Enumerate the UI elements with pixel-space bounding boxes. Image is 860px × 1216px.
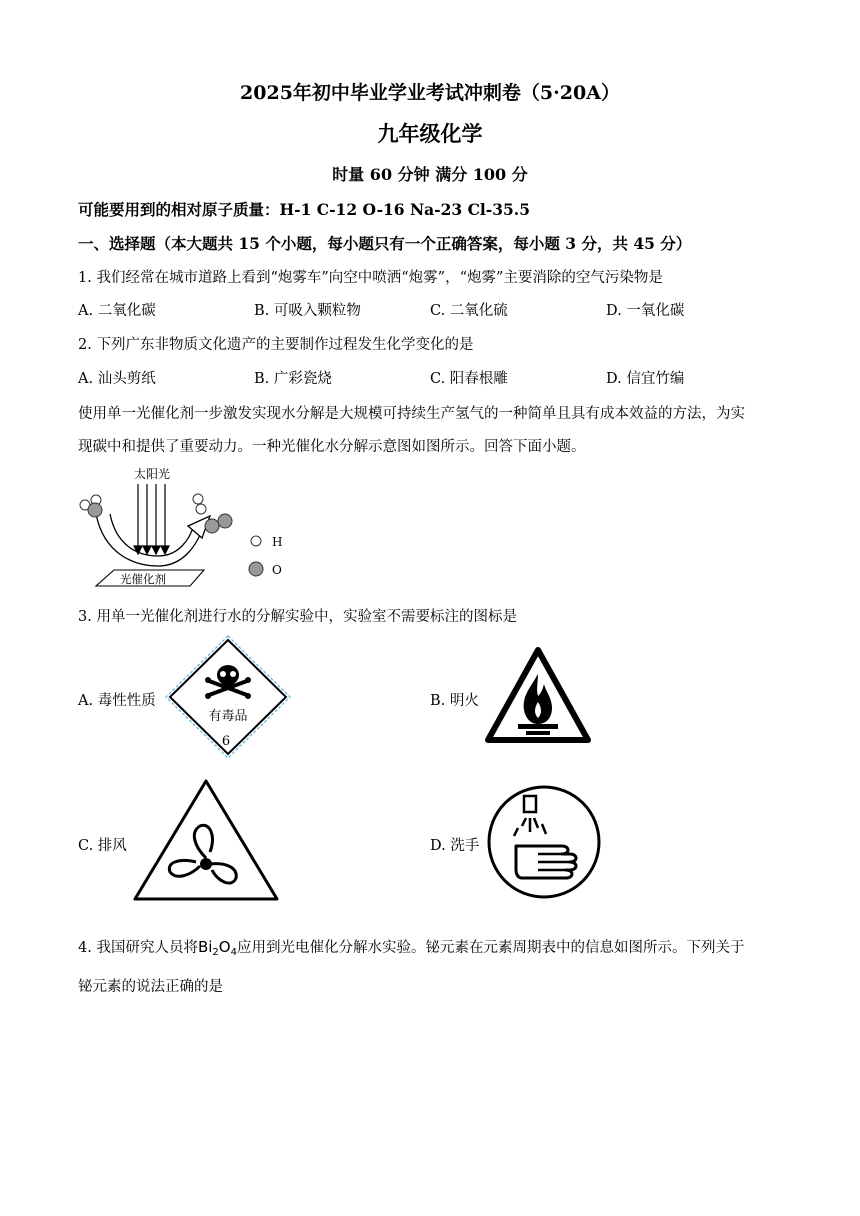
q4-stem-suffix: 应用到光电催化分解水实验。铋元素在元素周期表中的信息如图所示。下列关于 bbox=[236, 940, 745, 956]
hand-wash-icon bbox=[486, 784, 602, 900]
q3-option-a: A. 毒性性质 bbox=[78, 693, 156, 709]
reaction-arrow-inner bbox=[110, 514, 194, 556]
exam-time-score: 时量 60 分钟 满分 100 分 bbox=[332, 165, 528, 184]
q2-options bbox=[0, 367, 860, 389]
toxic-sign-number: 6 bbox=[221, 734, 231, 749]
oxygen-atom bbox=[88, 503, 102, 517]
q1-option-c: C. 二氧化硫 bbox=[430, 303, 508, 319]
oxygen-atom bbox=[205, 519, 219, 533]
catalyst-label: 光催化剂 bbox=[120, 572, 166, 586]
section-heading: 一、选择题（本大题共 15 个小题，每小题只有一个正确答案，每小题 3 分，共 45 分） bbox=[78, 234, 692, 253]
ventilation-fan-icon bbox=[130, 776, 282, 904]
open-flame-icon bbox=[482, 644, 594, 746]
q3-option-b: B. 明火 bbox=[430, 693, 479, 709]
exam-subtitle: 九年级化学 bbox=[377, 121, 483, 146]
toxic-sign-icon bbox=[163, 633, 293, 761]
bi2o4-formula bbox=[198, 938, 237, 956]
photocatalysis-figure bbox=[76, 462, 306, 592]
legend-o-icon bbox=[249, 562, 263, 576]
q1-option-b: B. 可吸入颗粒物 bbox=[254, 303, 361, 319]
q2-option-c: C. 阳春根雕 bbox=[430, 371, 508, 387]
q2-option-a: A. 汕头剪纸 bbox=[78, 371, 156, 387]
oxygen-atom bbox=[218, 514, 232, 528]
formula-bi-sub: 2 bbox=[212, 947, 219, 958]
legend-h-icon bbox=[251, 536, 261, 546]
q2-option-d: D. 信宜竹编 bbox=[606, 371, 685, 387]
q2-option-b: B. 广彩瓷烧 bbox=[254, 371, 332, 387]
q3-option-c: C. 排风 bbox=[78, 838, 127, 854]
atomic-masses: 可能要用到的相对原子质量：H-1 C-12 O-16 Na-23 Cl-35.5 bbox=[78, 200, 530, 219]
formula-o: O bbox=[218, 938, 231, 956]
q4-stem-prefix: 4. 我国研究人员将 bbox=[78, 940, 198, 956]
toxic-sign-text: 有毒品 bbox=[208, 709, 248, 724]
q2-stem: 2. 下列广东非物质文化遗产的主要制作过程发生化学变化的是 bbox=[78, 337, 474, 353]
legend-h-label: H bbox=[272, 535, 283, 549]
legend-o-label: O bbox=[272, 563, 282, 577]
q4-stem-line-2: 铋元素的说法正确的是 bbox=[78, 979, 223, 995]
formula-o-sub: 4 bbox=[230, 947, 237, 958]
q3-stem: 3. 用单一光催化剂进行水的分解实验中，实验室不需要标注的图标是 bbox=[78, 609, 517, 625]
q1-option-a: A. 二氧化碳 bbox=[78, 303, 156, 319]
sunlight-label: 太阳光 bbox=[134, 467, 171, 481]
exam-title: 2025年初中毕业学业考试冲刺卷（5·20A） bbox=[240, 82, 620, 104]
q1-option-d: D. 一氧化碳 bbox=[606, 303, 685, 319]
q1-options bbox=[0, 299, 860, 321]
q1-stem: 1. 我们经常在城市道路上看到“炮雾车”向空中喷洒“炮雾”，“炮雾”主要消除的空气污染物是 bbox=[78, 270, 663, 286]
hydrogen-atom bbox=[193, 494, 203, 504]
q4-stem bbox=[78, 936, 744, 958]
hydrogen-atom bbox=[196, 504, 206, 514]
q3-option-d: D. 洗手 bbox=[430, 838, 480, 854]
passage-line-1: 使用单一光催化剂一步激发实现水分解是大规模可持续生产氢气的一种简单且具有成本效益的方法，为实 bbox=[78, 406, 745, 422]
passage-line-2: 现碳中和提供了重要动力。一种光催化水分解示意图如图所示。回答下面小题。 bbox=[78, 439, 586, 455]
formula-bi: Bi bbox=[197, 938, 213, 956]
sunlight-arrows bbox=[134, 484, 169, 554]
